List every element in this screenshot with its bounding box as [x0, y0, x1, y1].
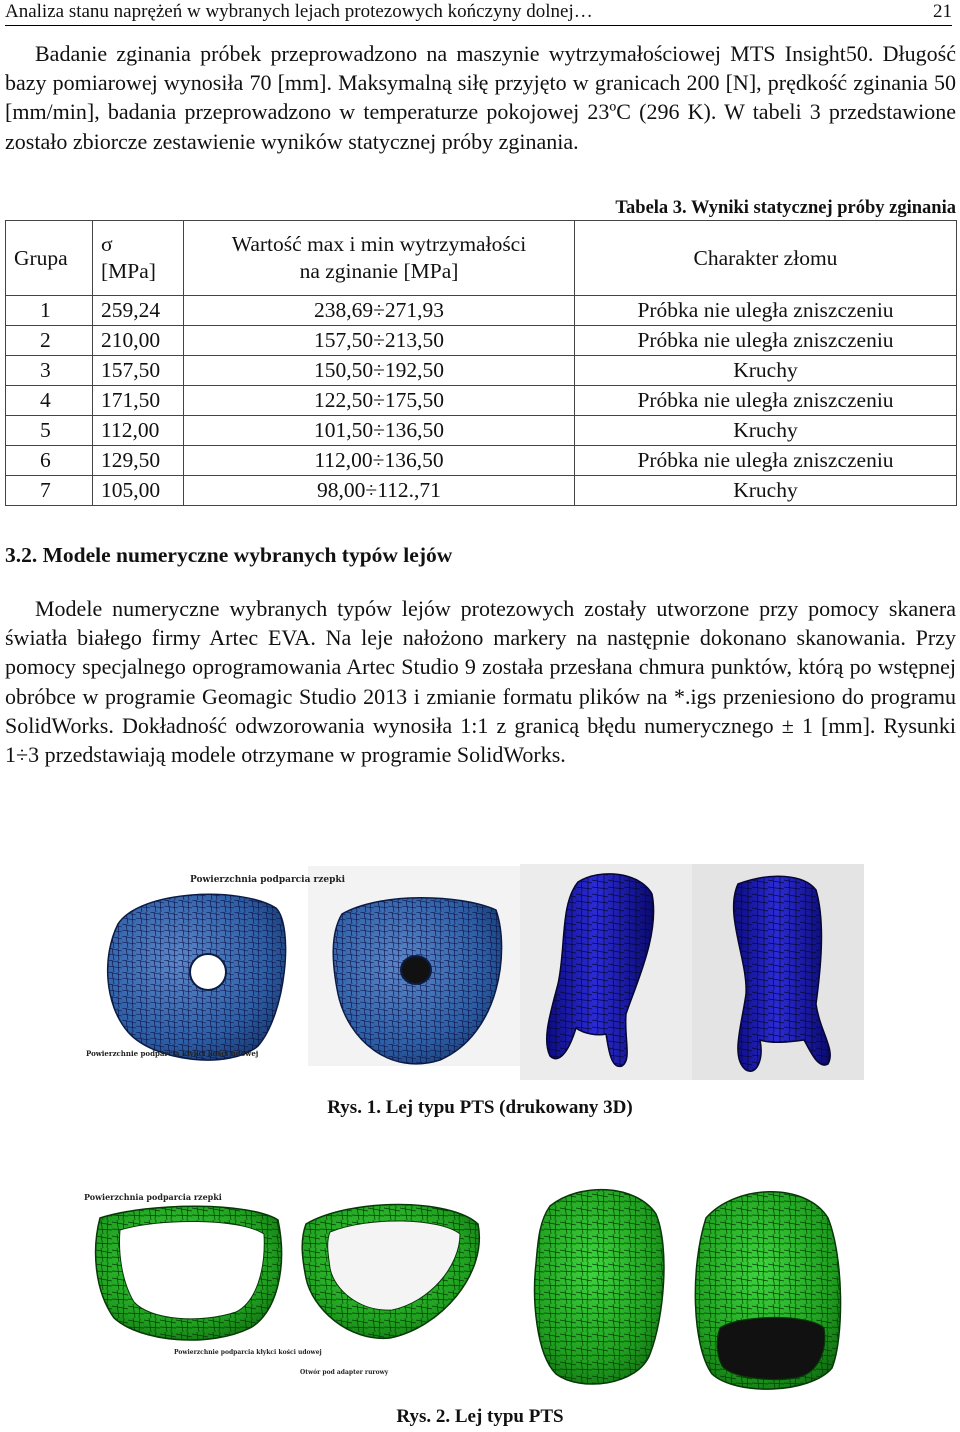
socket-side-view-blue-2 — [734, 876, 831, 1071]
header-range — [184, 221, 575, 296]
cell-group: 2 — [6, 326, 93, 356]
figure2-label-hole: Otwór pod adapter rurowy — [300, 1369, 389, 1376]
cell-character: Próbka nie uległa zniszczeniu — [575, 296, 957, 326]
table-row — [6, 296, 957, 326]
cell-sigma: 210,00 — [93, 326, 184, 356]
socket-rear-view-green — [695, 1192, 840, 1389]
table-row — [6, 386, 957, 416]
intro-paragraph — [5, 39, 956, 156]
table-row — [6, 326, 957, 356]
cell-character: Kruchy — [575, 416, 957, 446]
cell-sigma: 105,00 — [93, 476, 184, 506]
cell-character: Kruchy — [575, 476, 957, 506]
cell-sigma: 112,00 — [93, 416, 184, 446]
figure1-image — [80, 864, 866, 1082]
table-row — [6, 446, 957, 476]
header-sigma-unit: [MPa] — [101, 259, 156, 283]
header-sigma — [93, 221, 184, 296]
table-row — [6, 416, 957, 446]
table-row — [6, 476, 957, 506]
running-title: Analiza stanu naprężeń w wybranych lejach protezowych kończyny dolnej… — [5, 1, 593, 22]
figure2-image — [80, 1178, 852, 1400]
cell-character: Próbka nie uległa zniszczeniu — [575, 326, 957, 356]
cell-group: 3 — [6, 356, 93, 386]
cell-range: 112,00÷136,50 — [184, 446, 575, 476]
page-header — [5, 0, 952, 26]
results-table — [5, 220, 957, 506]
figure1-label-bottom: Powierzchnie podparcia kłykci kości udowej — [86, 1049, 259, 1058]
page-number: 21 — [933, 1, 952, 22]
socket-top-view-blue — [108, 894, 286, 1060]
figure2-label-top: Powierzchnia podparcia rzepki — [84, 1192, 222, 1202]
socket-top-view-green — [96, 1206, 282, 1340]
cell-group: 4 — [6, 386, 93, 416]
cell-sigma: 157,50 — [93, 356, 184, 386]
cell-sigma: 259,24 — [93, 296, 184, 326]
header-range-line1: Wartość max i min wytrzymałości — [231, 232, 527, 256]
header-range-line2: na zginanie [MPa] — [299, 259, 459, 283]
cell-character: Próbka nie uległa zniszczeniu — [575, 446, 957, 476]
table-caption: Tabela 3. Wyniki statycznej próby zginania — [615, 198, 956, 218]
intro-paragraph-text: Badanie zginania próbek przeprowadzono na maszynie wytrzymałościowej MTS Insight50. Długość bazy pomiarowej wynosiła 70 [mm]. Maksymalną siłę przyjęto w granicach 200 [N], prędkość zginania 50 [mm/min], badania przeprowadzono w temperaturze pokojowej 23ºC (296 K). W tabeli 3 przedstawione zostało zbiorcze zestawienie wyników statycznej próby zginania. — [5, 41, 956, 154]
cell-range: 238,69÷271,93 — [184, 296, 575, 326]
figure2-label-bottom: Powierzchnie podparcia kłykci kości udowej — [174, 1349, 322, 1356]
header-character: Charakter złomu — [575, 221, 957, 296]
cell-sigma: 129,50 — [93, 446, 184, 476]
cell-character: Próbka nie uległa zniszczeniu — [575, 386, 957, 416]
figure1-label-top: Powierzchnia podparcia rzepki — [190, 875, 346, 885]
cell-group: 5 — [6, 416, 93, 446]
socket-side-view-green-1 — [535, 1190, 664, 1384]
cell-group: 1 — [6, 296, 93, 326]
section-heading: 3.2. Modele numeryczne wybranych typów lejów — [5, 543, 453, 567]
header-sigma-symbol: σ — [101, 232, 113, 256]
cell-range: 122,50÷175,50 — [184, 386, 575, 416]
cell-group: 6 — [6, 446, 93, 476]
table-header-row — [6, 221, 957, 296]
cell-range: 157,50÷213,50 — [184, 326, 575, 356]
cell-character: Kruchy — [575, 356, 957, 386]
cell-sigma: 171,50 — [93, 386, 184, 416]
cell-range: 101,50÷136,50 — [184, 416, 575, 446]
models-paragraph — [5, 594, 956, 769]
cell-range: 98,00÷112.,71 — [184, 476, 575, 506]
table-row — [6, 356, 957, 386]
models-paragraph-text: Modele numeryczne wybranych typów lejów protezowych zostały utworzone przy pomocy skanera światła białego firmy Artec EVA. Na leje nałożono markery na następnie dokonano skanowania. Przy pomocy specjalnego oprogramowania Artec Studio 9 została przesłana chmura punktów, którą po wstępnej obróbce w programie Geomagic Studio 2013 i zmianie formatu plików na *.igs przeniesiono do programu SolidWorks. Dokładność odwzorowania wynosiła 1:1 z granicą błędu numerycznego ± 1 [mm]. Rysunki 1÷3 przedstawiają modele otrzymane w programie SolidWorks. — [5, 596, 956, 768]
figure1-caption: Rys. 1. Lej typu PTS (drukowany 3D) — [327, 1097, 633, 1118]
cell-group: 7 — [6, 476, 93, 506]
header-group: Grupa — [6, 221, 93, 296]
cell-range: 150,50÷192,50 — [184, 356, 575, 386]
figure2-caption: Rys. 2. Lej typu PTS — [396, 1406, 564, 1427]
